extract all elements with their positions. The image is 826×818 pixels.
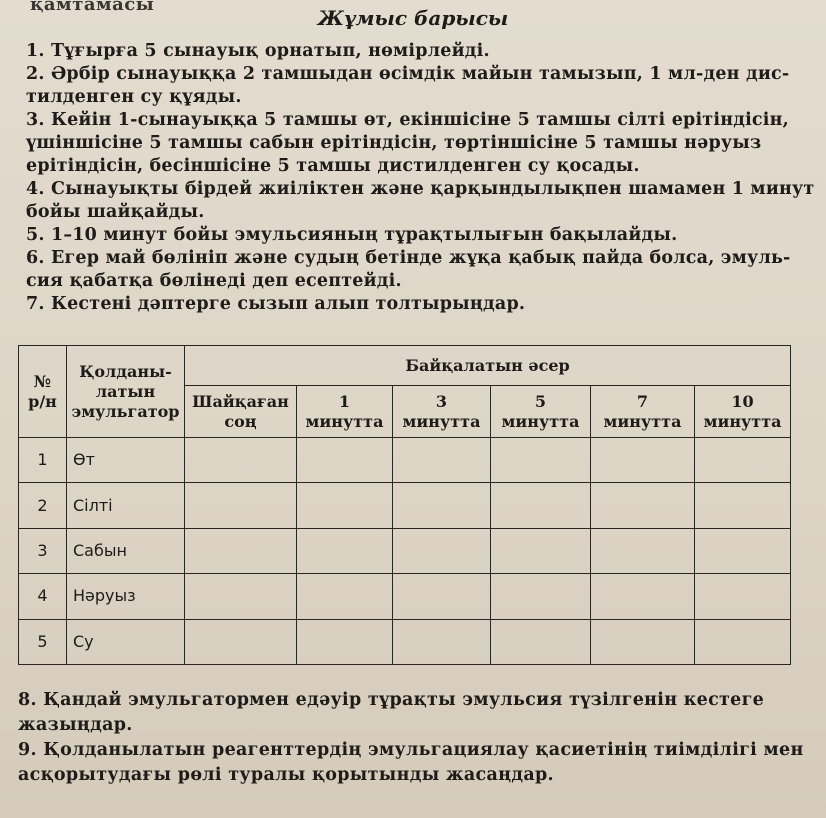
header-bottom: минутта [402,411,481,431]
empty-cell [297,619,393,664]
header-10-min [695,386,791,438]
header-3-min [393,386,491,438]
row-emulsifier: Сілті [67,483,185,528]
header-bottom: минутта [501,411,580,431]
step-line: тилденген су құяды. [26,87,242,107]
header-bottom: соң [224,411,257,431]
empty-cell [491,483,591,528]
row-number: 1 [19,438,67,483]
header-emulsifier-line: эмульгатор [71,401,180,421]
empty-cell [185,438,297,483]
empty-cell [393,528,491,573]
empty-cell [695,574,791,619]
empty-cell [591,483,695,528]
header-bottom: минутта [703,411,782,431]
header-emulsifier-line: латын [95,381,156,401]
table-row [19,483,791,528]
empty-cell [393,574,491,619]
empty-cell [297,483,393,528]
header-1-min [297,386,393,438]
header-7-min [591,386,695,438]
empty-cell [491,528,591,573]
empty-cell [393,438,491,483]
header-top: 10 [731,391,754,411]
table-row [19,574,791,619]
header-after-shaking [185,386,297,438]
row-emulsifier: Нәруыз [67,574,185,619]
step-line: 4. Сынауықты бірдей жиіліктен және қарқындылықпен шамамен 1 минут [26,179,815,199]
page-title: Жұмыс барысы [317,6,509,30]
empty-cell [185,619,297,664]
header-number [19,346,67,438]
empty-cell [297,438,393,483]
header-top: 7 [636,391,649,411]
empty-cell [297,574,393,619]
header-emulsifier-line: Қолданы- [79,361,172,381]
step-line: 7. Кестені дәптерге сызып алып толтырыңдар. [26,294,526,314]
empty-cell [297,528,393,573]
table-row [19,528,791,573]
empty-cell [591,438,695,483]
observation-table [18,345,791,665]
empty-cell [185,528,297,573]
header-observed-effect: Байқалатын әсер [185,346,791,386]
row-number: 5 [19,619,67,664]
header-emulsifier [67,346,185,438]
follow-up-tasks [18,688,818,788]
empty-cell [695,483,791,528]
header-bottom: минутта [603,411,682,431]
task-line: 8. Қандай эмульгатормен едәуір тұрақты эмульсия түзілгенін кестеге [18,690,765,710]
header-number-line: № [33,371,52,391]
empty-cell [491,574,591,619]
header-bottom: минутта [305,411,384,431]
step-line: бойы шайқайды. [26,202,205,222]
empty-cell [695,528,791,573]
header-top: Шайқаған [192,391,289,411]
step-line: 3. Кейін 1-сынауыққа 5 тамшы өт, екіншісіне 5 тамшы сілті ерітіндісін, [26,110,789,130]
empty-cell [591,574,695,619]
empty-cell [185,574,297,619]
step-line: 1. Тұғырға 5 сынауық орнатып, нөмірлейді. [26,41,490,61]
cut-off-heading: қамтамасы [30,0,155,15]
table-row [19,619,791,664]
step-line: сия қабатқа бөлінеді деп есептейді. [26,271,402,291]
step-line: 5. 1–10 минут бойы эмульсияның тұрақтылығын бақылайды. [26,225,678,245]
empty-cell [491,438,591,483]
table-row [19,438,791,483]
header-5-min [491,386,591,438]
row-number: 4 [19,574,67,619]
empty-cell [695,438,791,483]
step-line: үшіншісіне 5 тамшы сабын ерітіндісін, төртіншісіне 5 тамшы нәруыз [26,133,762,153]
task-line: асқорытудағы рөлі туралы қорытынды жасаңдар. [18,765,554,785]
row-number: 2 [19,483,67,528]
empty-cell [695,619,791,664]
header-top: 3 [435,391,448,411]
procedure-steps [26,40,816,316]
task-line: 9. Қолданылатын реагенттердің эмульгациялау қасиетінің тиімділігі мен [18,740,804,760]
step-line: 2. Әрбір сынауыққа 2 тамшыдан өсімдік майын тамызып, 1 мл-ден дис- [26,64,790,84]
header-top: 1 [338,391,351,411]
row-number: 3 [19,528,67,573]
empty-cell [185,483,297,528]
header-top: 5 [534,391,547,411]
header-number-line: р/н [28,391,57,411]
step-line: ерітіндісін, бесіншісіне 5 тамшы дистилденген су қосады. [26,156,640,176]
empty-cell [393,483,491,528]
task-line: жазыңдар. [18,715,133,735]
row-emulsifier: Су [67,619,185,664]
empty-cell [393,619,491,664]
empty-cell [591,619,695,664]
step-line: 6. Егер май бөлініп және судың бетінде жұқа қабық пайда болса, эмуль- [26,248,791,268]
row-emulsifier: Өт [67,438,185,483]
row-emulsifier: Сабын [67,528,185,573]
empty-cell [591,528,695,573]
empty-cell [491,619,591,664]
